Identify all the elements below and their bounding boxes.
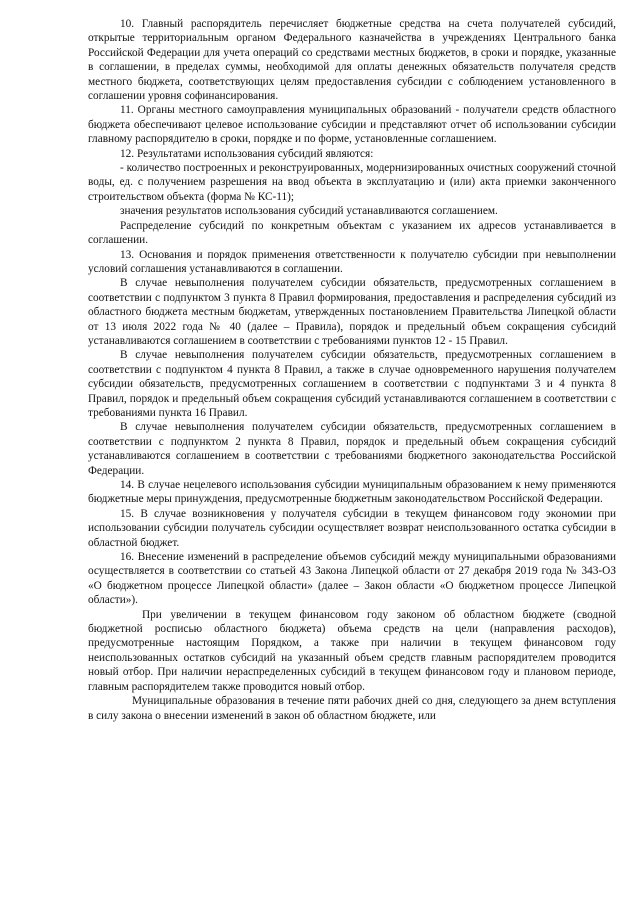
paragraph-10: 10. Главный распорядитель перечисляет бюджетные средства на счета получателей субсидий, открытые территориальным органом Федерального казначейства в учреждениях Центрального банка Российской Федерации для учета операций со средствами местных бюджетов, в сроки и порядке, указанные в соглашении, в пределах суммы, необходимой для оплаты денежных обязательств получателя средств местного бюджета, соответствующих целям предоставления субсидии с соблюдением установленного в соглашении уровня софинансирования.	[88, 18, 616, 103]
paragraph-14: 14. В случае нецелевого использования субсидии муниципальным образованием к нему применяются бюджетные меры принуждения, предусмотренные бюджетным законодательством Российской Федерации.	[88, 479, 616, 506]
paragraph-16: 16. Внесение изменений в распределение объемов субсидий между муниципальными образованиями осуществляется в соответствии со статьей 43 Закона Липецкой области от 27 декабря 2019 года № 343-ОЗ «О бюджетном процессе Липецкой области» (далее – Закон области «О бюджетном процессе Липецкой области»).	[88, 551, 616, 607]
paragraph-13-case-1: В случае невыполнения получателем субсидии обязательств, предусмотренных соглашением в соответствии с подпунктом 3 пункта 8 Правил формирования, предоставления и распределения субсидий из областного бюджета местным бюджетам, утвержденных постановлением Правительства Липецкой области от 13 июля 2022 года № 40 (далее – Правила), порядок и предельный объем сокращения субсидий устанавливаются соглашением в соответствии с требованиями пунктов 12 - 15 Правил.	[88, 277, 616, 347]
paragraph-11: 11. Органы местного самоуправления муниципальных образований - получатели средств областного бюджета обеспечивают целевое использование субсидии и представляют отчет об использовании субсидии главному распорядителю в сроки, порядке и по форме, установленные соглашением.	[88, 104, 616, 146]
paragraph-12: 12. Результатами использования субсидий являются:	[120, 147, 374, 160]
paragraph-12-distribution: Распределение субсидий по конкретным объектам с указанием их адресов устанавливается в соглашении.	[88, 219, 616, 247]
paragraph-15: 15. В случае возникновения у получателя субсидии в текущем финансовом году экономии при использовании субсидии получатель субсидии осуществляет возврат неиспользованного остатка субсидии в областной бюджет.	[88, 507, 616, 549]
paragraph-13: 13. Основания и порядок применения ответственности к получателю субсидии при невыполнении условий соглашения устанавливаются в соглашении.	[88, 248, 616, 275]
paragraph-16-municipal: Муниципальные образования в течение пяти рабочих дней со дня, следующего за днем вступления в силу закона о внесении изменений в закон об областном бюджете, или	[88, 695, 616, 722]
paragraph-13-case-2: В случае невыполнения получателем субсидии обязательств, предусмотренных соглашением в соответствии с подпунктом 4 пункта 8 Правил, а также в случае одновременного нарушения получателем субсидии обязательств, предусмотренных соглашением в соответствии с подпунктами 3 и 4 пункта 8 Правил, порядок и предельный объем сокращения субсидий устанавливаются соглашением в соответствии с требованиями пункта 16 Правил.	[88, 349, 616, 419]
paragraph-12-item-1: - количество построенных и реконструированных, модернизированных очистных сооружений сточной воды, ед. с получением разрешения на ввод объекта в эксплуатацию и (или) акта приемки законченного строительством объекта (форма № КС-11);	[88, 162, 616, 203]
paragraph-13-case-3: В случае невыполнения получателем субсидии обязательств, предусмотренных соглашением в соответствии с подпунктом 2 пункта 8 Правил, порядок и предельный объем сокращения субсидий устанавливаются соглашением в соответствии с требованиями бюджетного законодательства Российской Федерации.	[88, 421, 616, 477]
paragraph-16-increase: При увеличении в текущем финансовом году законом об областном бюджете (сводной бюджетной росписью областного бюджета) объема средств на цели (направления расходов), предусмотренные настоящим Порядком, а также при наличии в текущем финансовом году неиспользованных остатков субсидий на указанный объем средств главным распорядителем проводится новый отбор. При наличии нераспределенных субсидий в текущем финансовом году и плановом периоде, главным распорядителем также проводится новый отбор.	[88, 608, 616, 693]
paragraph-12-item-2: значения результатов использования субсидий устанавливаются соглашением.	[120, 205, 498, 218]
